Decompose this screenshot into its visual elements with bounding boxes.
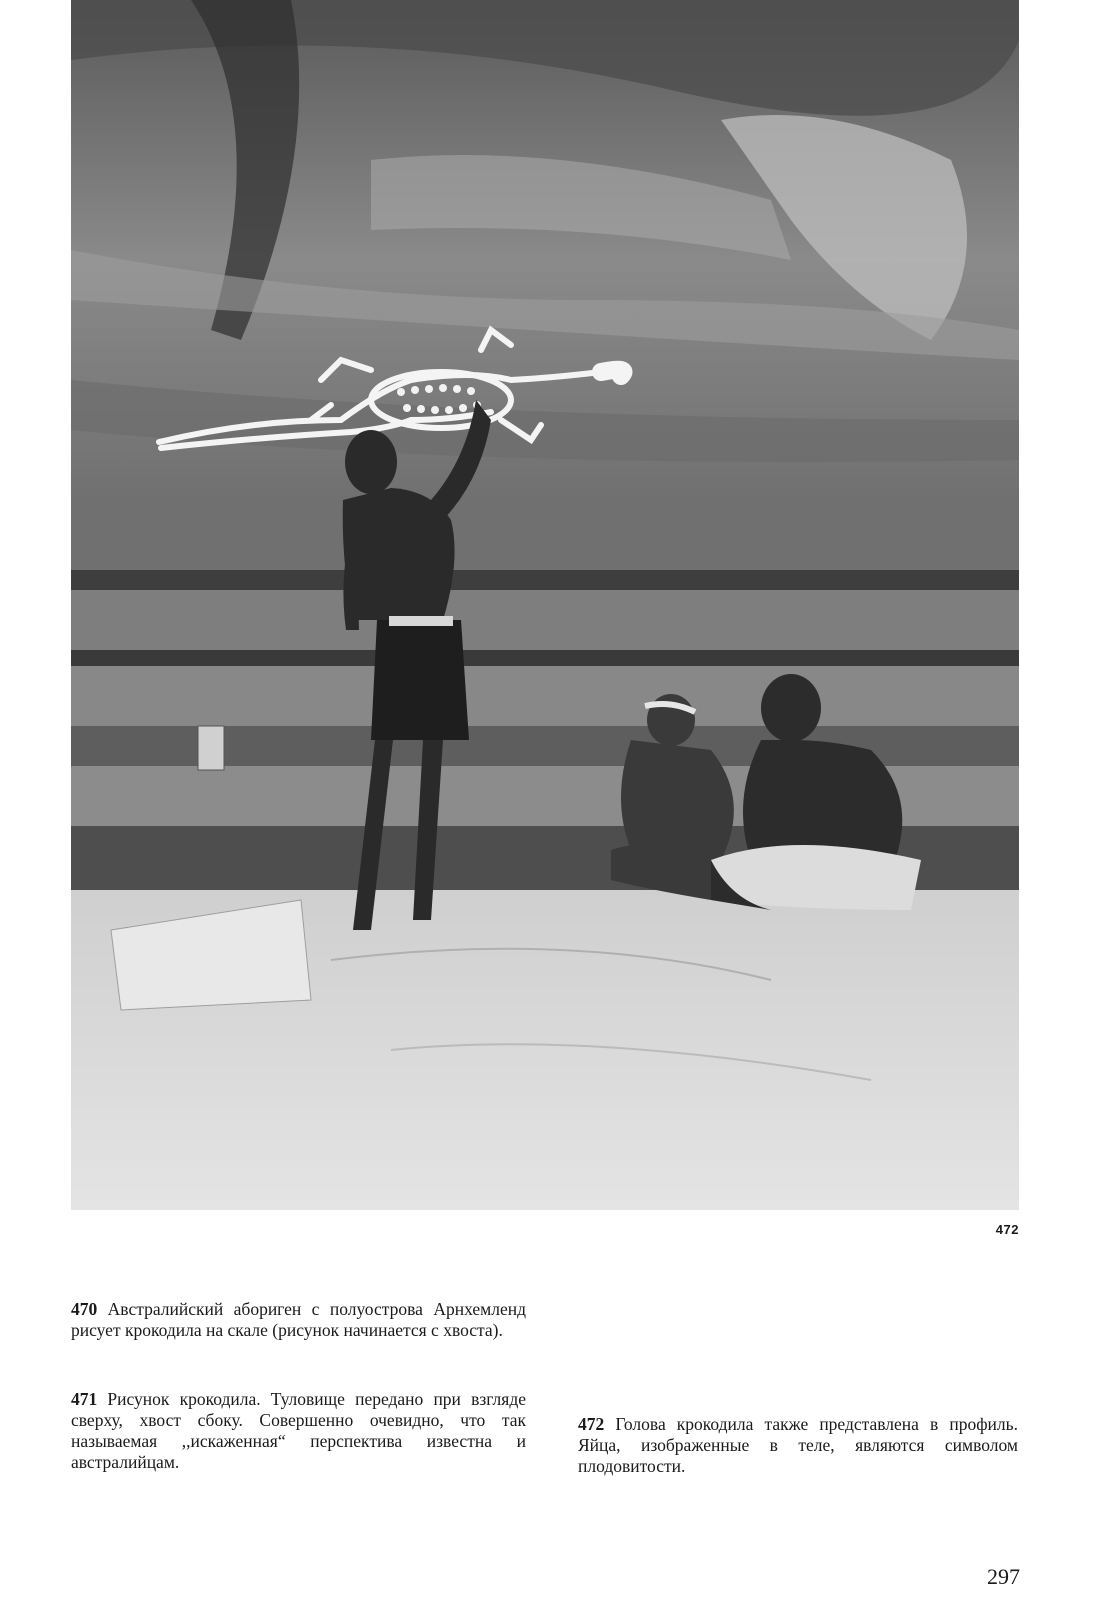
- caption-472: [578, 1414, 1018, 1477]
- caption-number: 472: [578, 1414, 605, 1434]
- caption-text: Австралийский абориген с полуострова Арнхемленд рисует крокодила на скале (рисунок начинается с хвоста).: [71, 1299, 527, 1340]
- page-number: 297: [987, 1564, 1020, 1589]
- figure-number-label: 472: [995, 1222, 1019, 1237]
- photograph-aboriginal-rock-painting: [71, 0, 1019, 1210]
- caption-text: Голова крокодила также представлена в профиль. Яйца, изображенные в теле, являются символом плодовитости.: [578, 1414, 1019, 1476]
- caption-number: 471: [71, 1389, 98, 1409]
- caption-number: 470: [71, 1299, 98, 1319]
- caption-text: Рисунок крокодила. Туловище передано при взгляде сверху, хвост сбоку. Совершенно очевидно, что так называемая ,,искаженная“ перспектива известна и австралийцам.: [71, 1389, 527, 1472]
- caption-470: [71, 1299, 526, 1341]
- caption-471: [71, 1389, 526, 1473]
